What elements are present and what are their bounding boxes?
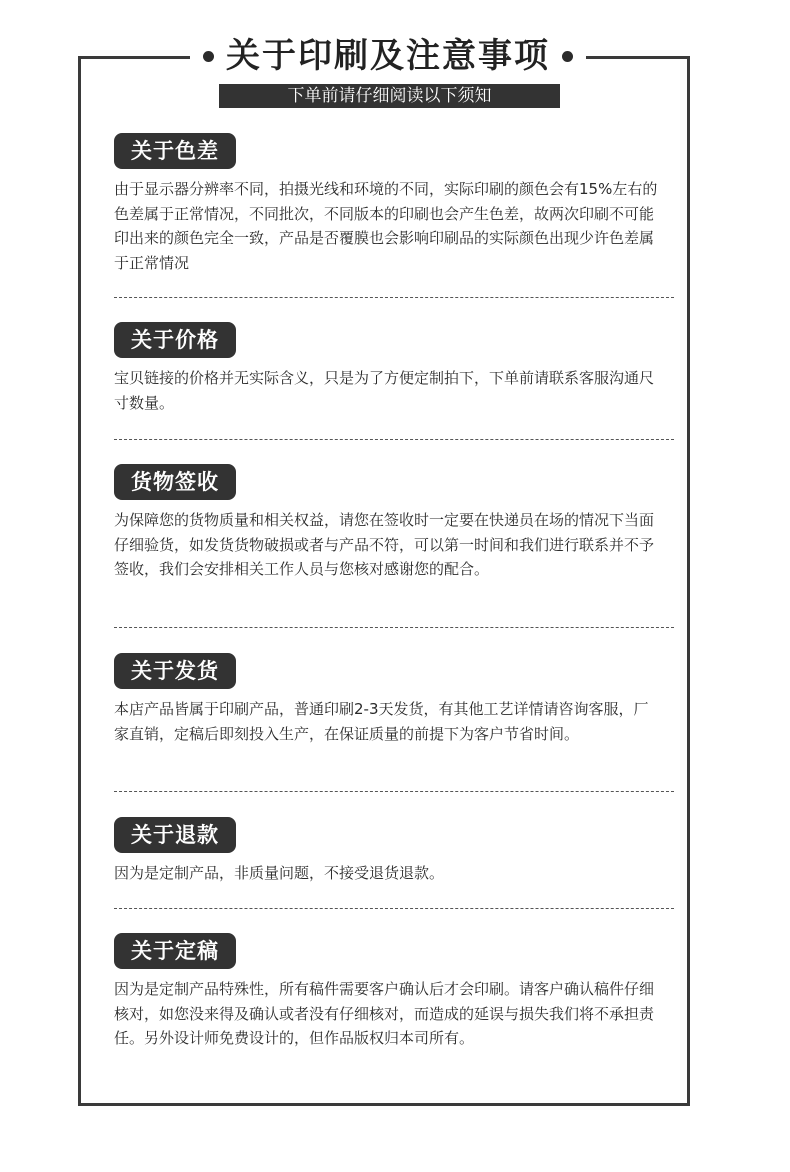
title-group — [190, 30, 586, 82]
title-left-dot-icon — [203, 51, 214, 62]
section-divider — [114, 791, 674, 792]
section-receipt — [114, 464, 674, 582]
section-text: 由于显示器分辨率不同，拍摄光线和环境的不同，实际印刷的颜色会有15%左右的色差属于正常情况，不同批次，不同版本的印刷也会产生色差，故两次印刷不可能印出来的颜色完全一致，产品是否覆膜也会影响印刷品的实际颜色出现少许色差属于正常情况 — [114, 180, 658, 272]
section-price — [114, 322, 674, 415]
section-divider — [114, 627, 674, 628]
section-final-draft — [114, 933, 674, 1051]
section-tag: 货物签收 — [114, 464, 236, 500]
section-text: 本店产品皆属于印刷产品，普通印刷2-3天发货，有其他工艺详情请咨询客服，厂家直销，定稿后即刻投入生产，在保证质量的前提下为客户节省时间。 — [114, 700, 649, 743]
section-text: 因为是定制产品特殊性，所有稿件需要客户确认后才会印刷。请客户确认稿件仔细核对，如您没来得及确认或者没有仔细核对，而造成的延误与损失我们将不承担责任。另外设计师免费设计的，但作品版权归本司所有。 — [114, 980, 655, 1047]
section-divider — [114, 908, 674, 909]
section-color-difference — [114, 133, 674, 275]
section-text: 因为是定制产品，非质量问题，不接受退货退款。 — [114, 864, 445, 882]
section-tag: 关于色差 — [114, 133, 236, 169]
page-title: 关于印刷及注意事项 — [226, 36, 550, 76]
section-tag: 关于价格 — [114, 322, 236, 358]
section-tag: 关于定稿 — [114, 933, 236, 969]
section-text: 宝贝链接的价格并无实际含义，只是为了方便定制拍下，下单前请联系客服沟通尺寸数量。 — [114, 369, 655, 412]
section-tag: 关于退款 — [114, 817, 236, 853]
section-divider — [114, 439, 674, 440]
section-divider — [114, 297, 674, 298]
title-right-dot-icon — [562, 51, 573, 62]
section-refund — [114, 817, 674, 886]
section-tag: 关于发货 — [114, 653, 236, 689]
section-text: 为保障您的货物质量和相关权益，请您在签收时一定要在快递员在场的情况下当面仔细验货，如发货货物破损或者与产品不符，可以第一时间和我们进行联系并不予签收，我们会安排相关工作人员与您核对感谢您的配合。 — [114, 511, 655, 578]
page-subtitle: 下单前请仔细阅读以下须知 — [219, 84, 560, 108]
section-shipping — [114, 653, 674, 746]
